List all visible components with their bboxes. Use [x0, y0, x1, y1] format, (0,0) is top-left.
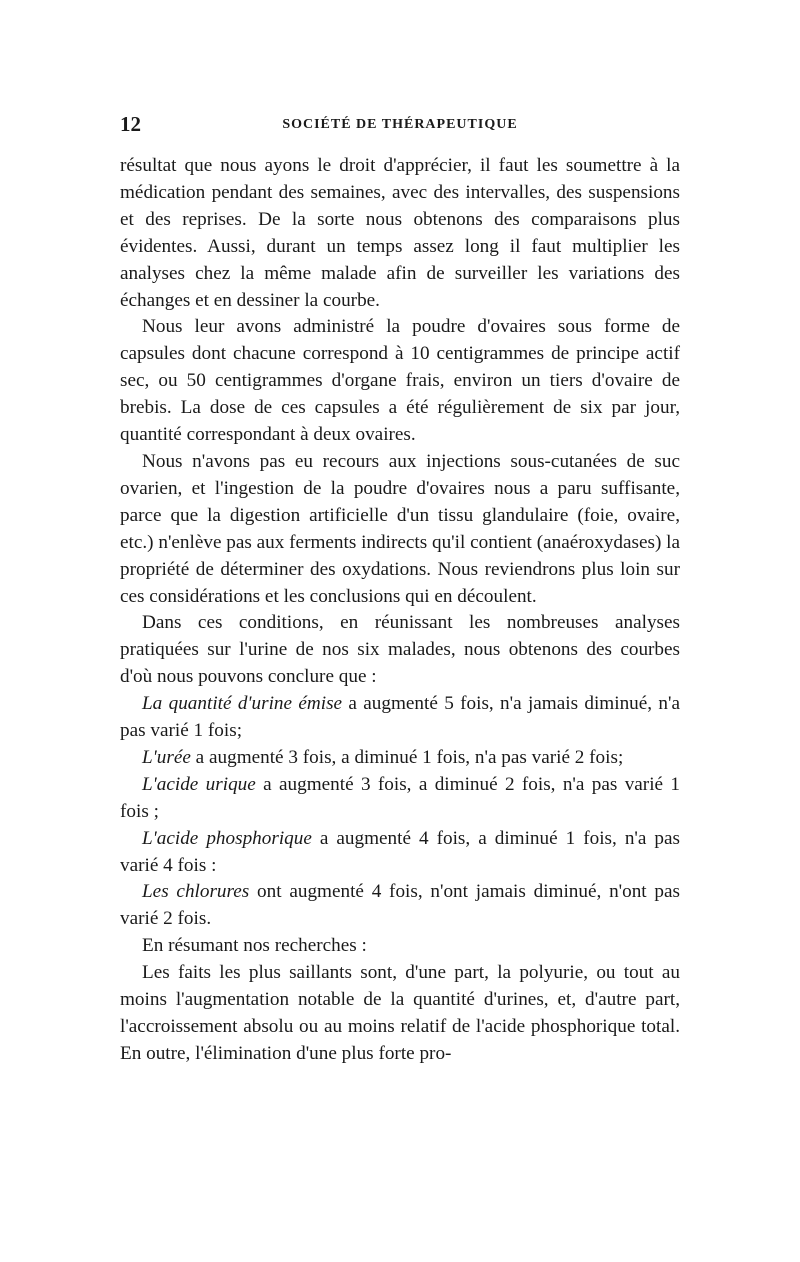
- paragraph-summary: Les faits les plus saillants sont, d'une part, la polyurie, ou tout au moins l'augmentation notable de la quantité d'urines, et, d'autre part, l'accroissement absolu ou au moins relatif de l'acide phosphorique total. En outre, l'élimination d'une plus forte pro-: [120, 962, 680, 1064]
- result-text: ont augmenté 4 fois, n'ont jamais diminué, n'ont pas varié 2 fois.: [120, 881, 680, 930]
- result-term: Les chlorures: [142, 881, 250, 903]
- result-item-acide-phosphorique: [120, 826, 680, 880]
- paragraph-conditions: Dans ces conditions, en réunissant les nombreuses analyses pratiquées sur l'urine de nos six malades, nous obtenons des courbes d'où nous pouvons conclure que :: [120, 612, 680, 688]
- paragraph-ovary-powder: Nous leur avons administré la poudre d'ovaires sous forme de capsules dont chacune correspond à 10 centigrammes de principe actif sec, ou 50 centigrammes d'organe frais, environ un tiers d'ovaire de brebis. La dose de ces capsules a été régulièrement de six par jour, quantité correspondant à deux ovaires.: [120, 316, 680, 446]
- page-number: 12: [120, 112, 141, 136]
- result-item-acide-urique: [120, 772, 680, 826]
- result-term: L'urée: [142, 746, 191, 768]
- result-text: a augmenté 3 fois, a diminué 1 fois, n'a pas varié 2 fois;: [190, 746, 624, 768]
- result-item-urine: [120, 691, 680, 745]
- result-item-chlorures: [120, 879, 680, 933]
- body-text: [120, 153, 680, 1068]
- paragraph-continued: résultat que nous ayons le droit d'apprécier, il faut les soumettre à la médication pendant des semaines, avec des intervalles, des suspensions et des reprises. De la sorte nous obtenons des comparaisons plus évidentes. Aussi, durant un temps assez long il faut multiplier les analyses chez la même malade afin de surveiller les variations des échanges et en dessiner la courbe.: [120, 155, 680, 311]
- result-term: La quantité d'urine émise: [142, 693, 343, 715]
- result-term: L'acide phosphorique: [142, 827, 312, 849]
- paragraph-injections: Nous n'avons pas eu recours aux injections sous-cutanées de suc ovarien, et l'ingestion de la poudre d'ovaires nous a paru suffisante, parce que la digestion artificielle d'un tissu glandulaire (foie, ovaire, etc.) n'enlève pas aux ferments indirects qu'il contient (anaéroxydases) la propriété de déterminer des oxydations. Nous reviendrons plus loin sur ces considérations et les conclusions qui en découlent.: [120, 450, 680, 607]
- result-term: L'acide urique: [142, 773, 256, 795]
- paragraph-summary-intro: En résumant nos recherches :: [142, 935, 367, 957]
- result-text: a augmenté 5 fois, n'a jamais diminué, n'a pas varié 1 fois;: [120, 693, 680, 742]
- book-page: [120, 112, 680, 1068]
- page-header: [120, 112, 680, 138]
- result-item-uree: [120, 745, 680, 772]
- result-text: a augmenté 4 fois, a diminué 1 fois, n'a pas varié 4 fois :: [120, 827, 680, 876]
- running-title: SOCIÉTÉ DE THÉRAPEUTIQUE: [282, 117, 518, 132]
- result-text: a augmenté 3 fois, a diminué 2 fois, n'a pas varié 1 fois ;: [120, 773, 680, 822]
